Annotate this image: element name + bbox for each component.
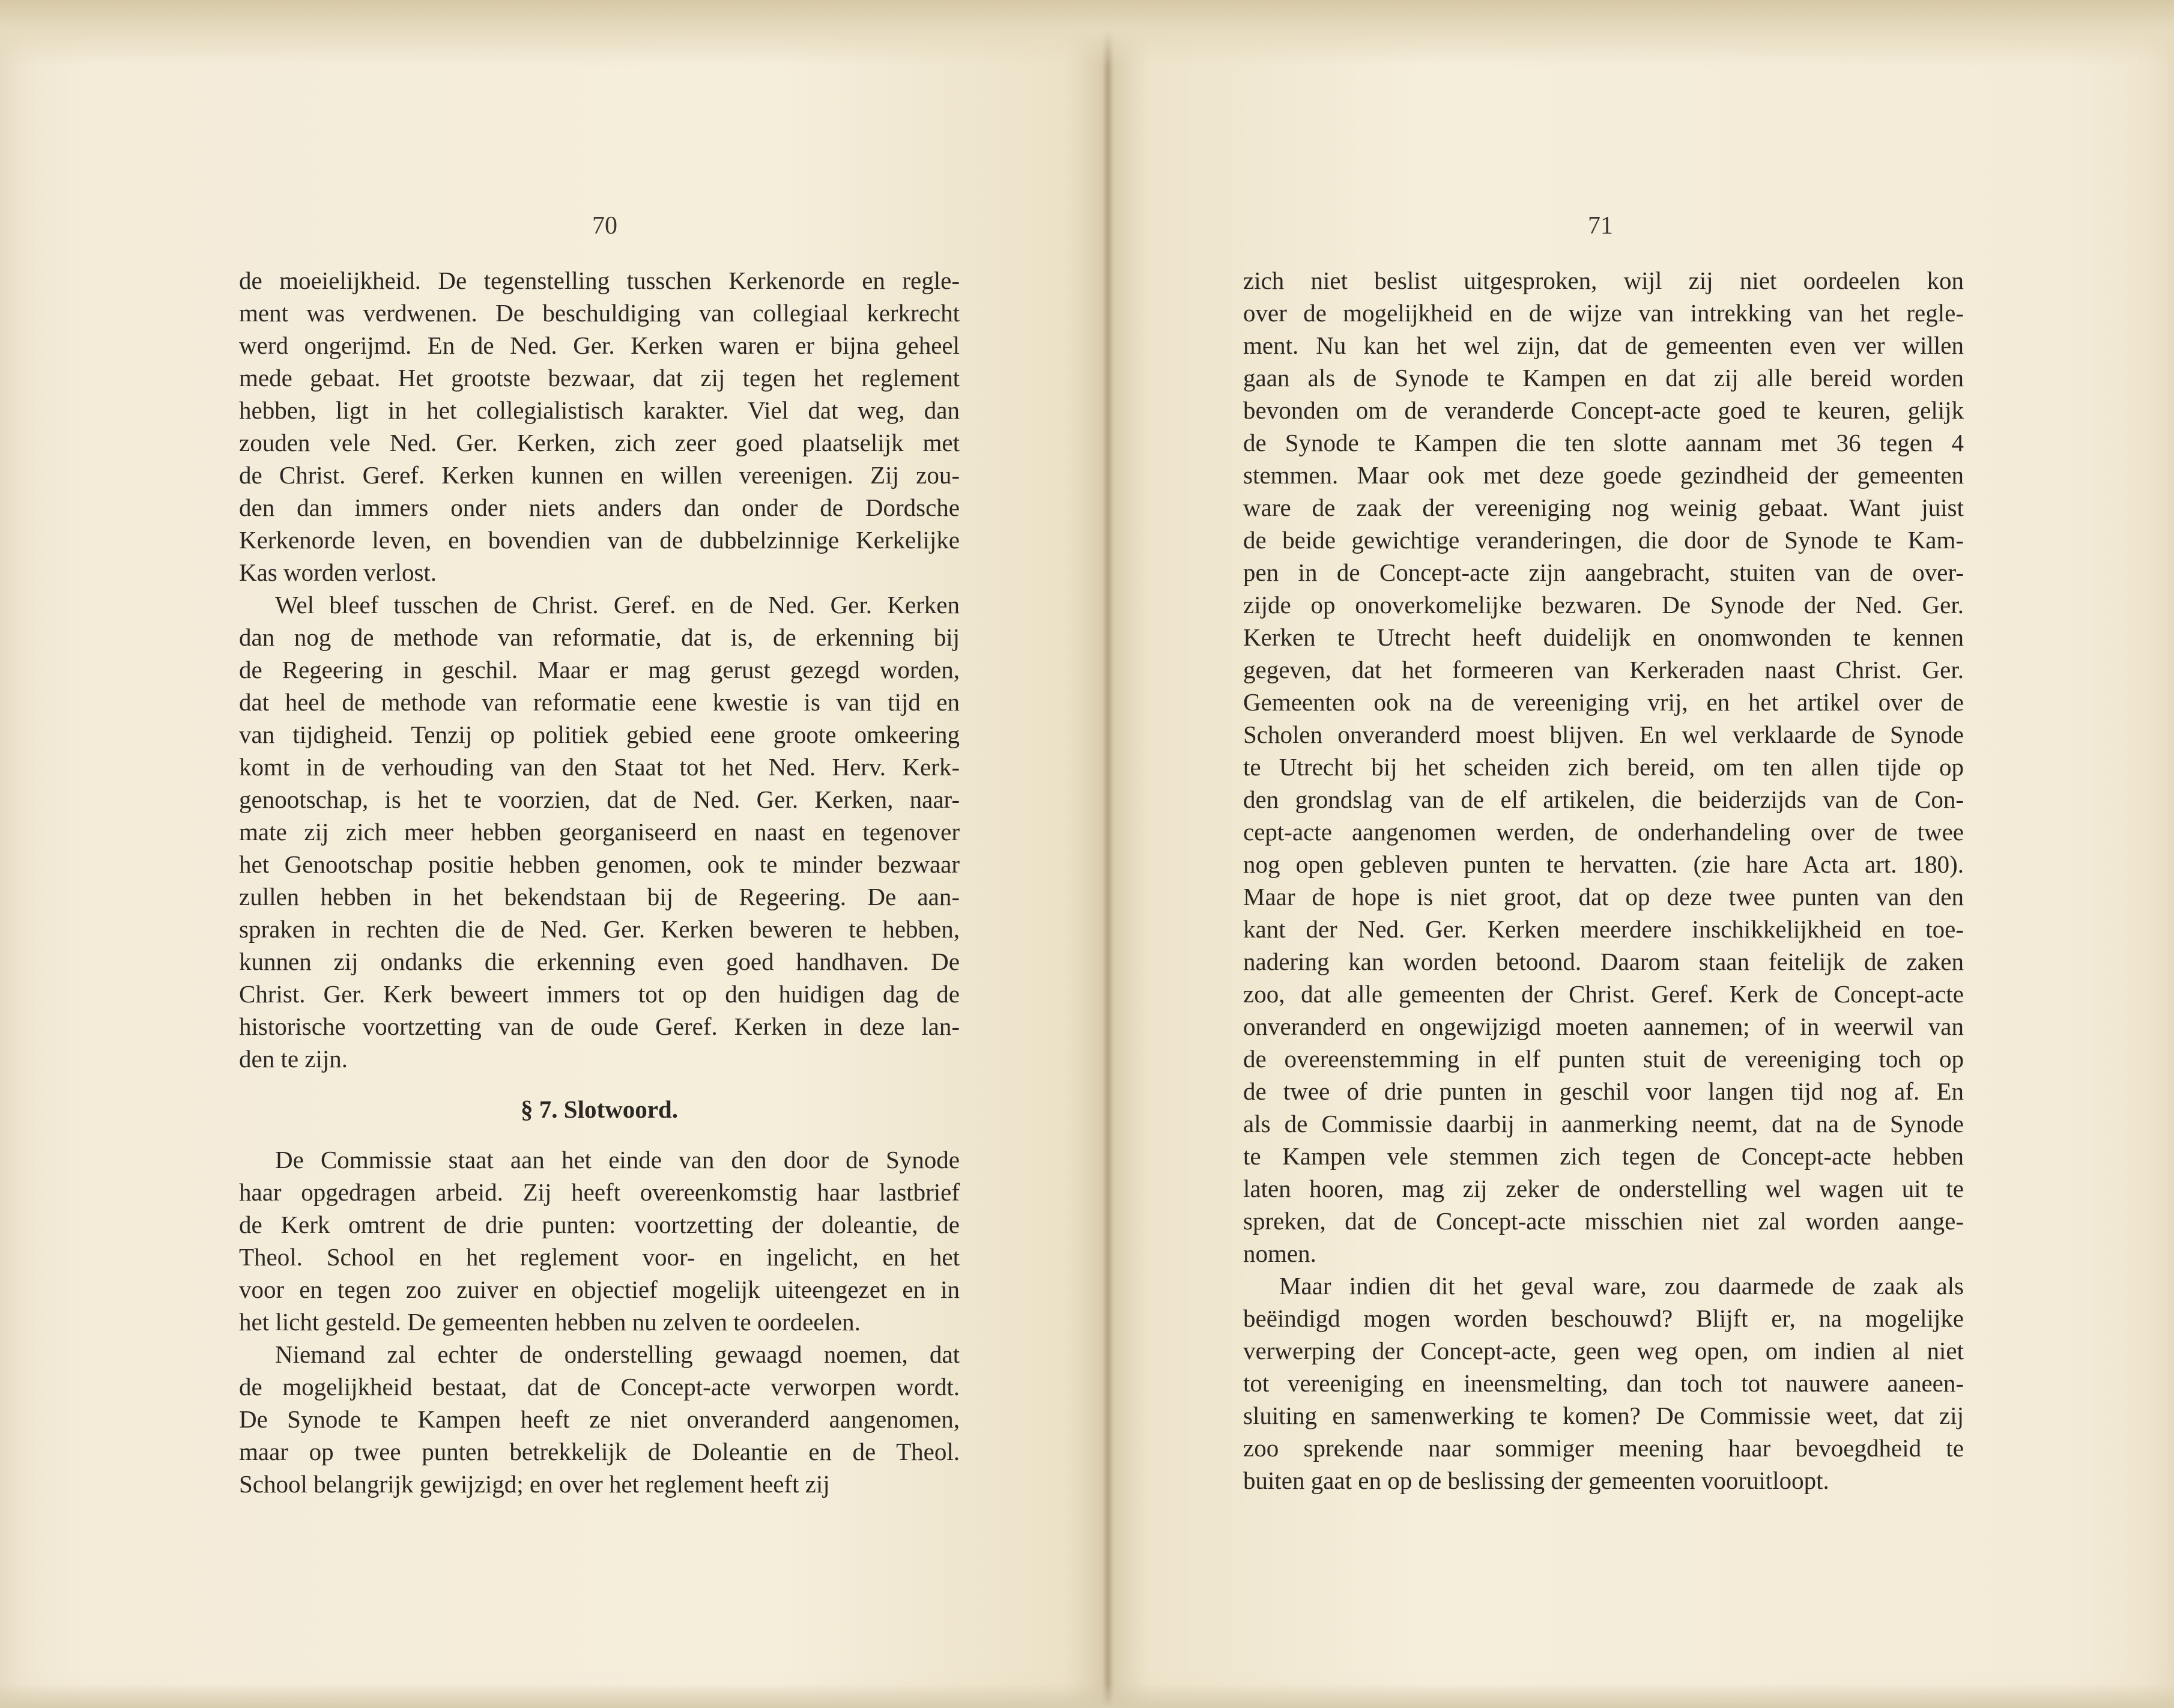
- book-gutter: [1102, 0, 1114, 1708]
- text-line: Kas worden verlost.: [239, 559, 437, 586]
- page-number-right: 71: [1588, 212, 1613, 240]
- text-line: Maar indien dit het geval ware, zou daarmede de zaak als: [1279, 1272, 1964, 1300]
- text-line: als de Commissie daarbij in aanmerking neemt, dat na de Synode: [1243, 1110, 1964, 1137]
- text-line: de overeenstemming in elf punten stuit de vereeniging toch op: [1243, 1045, 1964, 1073]
- text-line: hebben, ligt in het collegialistisch karakter. Viel dat weg, dan: [239, 396, 960, 424]
- text-line: kunnen zij ondanks die erkenning even goed handhaven. De: [239, 948, 960, 975]
- text-line: bevonden om de veranderde Concept-acte goed te keuren, gelijk: [1243, 396, 1964, 424]
- text-line: haar opgedragen arbeid. Zij heeft overeenkomstig haar lastbrief: [239, 1178, 960, 1206]
- text-line: nadering kan worden betoond. Daarom staan feitelijk de zaken: [1243, 948, 1964, 975]
- text-line: Niemand zal echter de onderstelling gewaagd noemen, dat: [275, 1340, 960, 1368]
- text-line: Kerkenorde leven, en bovendien van de dubbelzinnige Kerkelijke: [239, 526, 960, 554]
- text-line: de Christ. Geref. Kerken kunnen en willen vereenigen. Zij zou-: [239, 461, 960, 489]
- text-line: voor en tegen zoo zuiver en objectief mogelijk uiteengezet en in: [239, 1276, 960, 1303]
- text-line: School belangrijk gewijzigd; en over het reglement heeft zij: [239, 1470, 830, 1498]
- text-line: Gemeenten ook na de vereeniging vrij, en het artikel over de: [1243, 688, 1964, 716]
- text-line: gaan als de Synode te Kampen en dat zij alle bereid worden: [1243, 364, 1964, 392]
- text-line: historische voortzetting van de oude Geref. Kerken in deze lan-: [239, 1013, 960, 1040]
- text-line: laten hooren, mag zij zeker de onderstelling wel wagen uit te: [1243, 1175, 1964, 1202]
- text-line: stemmen. Maar ook met deze goede gezindheid der gemeenten: [1243, 461, 1964, 489]
- text-line: Scholen onveranderd moest blijven. En wel verklaarde de Synode: [1243, 721, 1964, 748]
- paragraph: [239, 589, 960, 1075]
- text-line: zouden vele Ned. Ger. Kerken, zich zeer goed plaatselijk met: [239, 429, 960, 456]
- text-line: mate zij zich meer hebben georganiseerd en naast en tegenover: [239, 818, 960, 846]
- paragraph: [1243, 264, 1964, 1270]
- text-line: werd ongerijmd. En de Ned. Ger. Kerken waren er bijna geheel: [239, 332, 960, 359]
- right-text-block: [1243, 264, 1964, 1497]
- text-line: pen in de Concept-acte zijn aangebracht, stuiten van de over-: [1243, 559, 1964, 586]
- text-line: den te zijn.: [239, 1045, 348, 1073]
- text-line: buiten gaat en op de beslissing der gemeenten vooruitloopt.: [1243, 1467, 1829, 1494]
- text-line: ment was verdwenen. De beschuldiging van collegiaal kerkrecht: [239, 299, 960, 327]
- text-line: de mogelijkheid bestaat, dat de Concept-acte verworpen wordt.: [239, 1373, 960, 1401]
- text-line: Wel bleef tusschen de Christ. Geref. en de Ned. Ger. Kerken: [275, 591, 960, 619]
- text-line: te Utrecht bij het scheiden zich bereid, om ten allen tijde op: [1243, 753, 1964, 781]
- text-line: Maar de hope is niet groot, dat op deze twee punten van den: [1243, 883, 1964, 910]
- text-line: De Synode te Kampen heeft ze niet onveranderd aangenomen,: [239, 1405, 960, 1433]
- text-line: zoo sprekende naar sommiger meening haar bevoegdheid te: [1243, 1434, 1964, 1462]
- text-line: de Regeering in geschil. Maar er mag gerust gezegd worden,: [239, 656, 960, 683]
- text-line: de twee of drie punten in geschil voor langen tijd nog af. En: [1243, 1077, 1964, 1105]
- text-line: zijde op onoverkomelijke bezwaren. De Synode der Ned. Ger.: [1243, 591, 1964, 619]
- text-line: van tijdigheid. Tenzij op politiek gebied eene groote omkeering: [239, 721, 960, 748]
- text-line: De Commissie staat aan het einde van den door de Synode: [275, 1146, 960, 1173]
- page-bottom-edge: [0, 1684, 2174, 1708]
- left-text-block: [239, 264, 960, 1500]
- text-line: sluiting en samenwerking te komen? De Commissie weet, dat zij: [1243, 1402, 1964, 1429]
- text-line: het licht gesteld. De gemeenten hebben nu zelven te oordeelen.: [239, 1308, 861, 1336]
- text-line: verwerping der Concept-acte, geen weg open, om indien al niet: [1243, 1337, 1964, 1364]
- section-heading: § 7. Slotwoord.: [521, 1095, 678, 1123]
- text-line: nog open gebleven punten te hervatten. (zie hare Acta art. 180).: [1243, 850, 1964, 878]
- text-line: mede gebaat. Het grootste bezwaar, dat zij tegen het reglement: [239, 364, 960, 392]
- text-line: de Kerk omtrent de drie punten: voortzetting der doleantie, de: [239, 1211, 960, 1238]
- text-line: ware de zaak der vereeniging nog weinig gebaat. Want juist: [1243, 494, 1964, 521]
- text-line: den dan immers onder niets anders dan onder de Dordsche: [239, 494, 960, 521]
- text-line: beëindigd mogen worden beschouwd? Blijft er, na mogelijke: [1243, 1304, 1964, 1332]
- text-line: het Genootschap positie hebben genomen, ook te minder bezwaar: [239, 850, 960, 878]
- text-line: over de mogelijkheid en de wijze van intrekking van het regle-: [1243, 299, 1964, 327]
- text-line: kant der Ned. Ger. Kerken meerdere inschikkelijkheid en toe-: [1243, 915, 1964, 943]
- text-line: genootschap, is het te voorzien, dat de Ned. Ger. Kerken, naar-: [239, 786, 960, 813]
- text-line: zich niet beslist uitgesproken, wijl zij niet oordeelen kon: [1243, 267, 1964, 294]
- paragraph: [239, 264, 960, 589]
- text-line: tot vereeniging en ineensmelting, dan toch tot nauwere aaneen-: [1243, 1369, 1964, 1397]
- text-line: gegeven, dat het formeeren van Kerkeraden naast Christ. Ger.: [1243, 656, 1964, 683]
- text-line: de Synode te Kampen die ten slotte aannam met 36 tegen 4: [1243, 429, 1964, 456]
- text-line: onveranderd en ongewijzigd moeten aannemen; of in weerwil van: [1243, 1013, 1964, 1040]
- text-line: ment. Nu kan het wel zijn, dat de gemeenten even ver willen: [1243, 332, 1964, 359]
- text-line: dan nog de methode van reformatie, dat is, de erkenning bij: [239, 623, 960, 651]
- text-line: zullen hebben in het bekendstaan bij de Regeering. De aan-: [239, 883, 960, 910]
- text-line: te Kampen vele stemmen zich tegen de Concept-acte hebben: [1243, 1142, 1964, 1170]
- text-line: komt in de verhouding van den Staat tot het Ned. Herv. Kerk-: [239, 753, 960, 781]
- text-line: zoo, dat alle gemeenten der Christ. Geref. Kerk de Concept-acte: [1243, 980, 1964, 1008]
- text-line: maar op twee punten betrekkelijk de Doleantie en de Theol.: [239, 1438, 960, 1465]
- text-line: dat heel de methode van reformatie eene kwestie is van tijd en: [239, 688, 960, 716]
- page-number-left: 70: [592, 212, 617, 240]
- text-line: de beide gewichtige veranderingen, die door de Synode te Kam-: [1243, 526, 1964, 554]
- text-line: de moeielijkheid. De tegenstelling tusschen Kerkenorde en regle-: [239, 267, 960, 294]
- text-line: Theol. School en het reglement voor- en ingelicht, en het: [239, 1243, 960, 1271]
- text-line: Kerken te Utrecht heeft duidelijk en onomwonden te kennen: [1243, 623, 1964, 651]
- text-line: Christ. Ger. Kerk beweert immers tot op den huidigen dag de: [239, 980, 960, 1008]
- paragraph: [239, 1143, 960, 1338]
- right-page: [1108, 0, 2174, 1708]
- text-line: spraken in rechten die de Ned. Ger. Kerken beweren te hebben,: [239, 915, 960, 943]
- text-line: nomen.: [1243, 1240, 1316, 1267]
- paragraph: [239, 1338, 960, 1500]
- text-line: spreken, dat de Concept-acte misschien niet zal worden aange-: [1243, 1207, 1964, 1235]
- text-line: den grondslag van de elf artikelen, die beiderzijds van de Con-: [1243, 786, 1964, 813]
- paragraph: [1243, 1270, 1964, 1497]
- text-line: cept-acte aangenomen werden, de onderhandeling over de twee: [1243, 818, 1964, 846]
